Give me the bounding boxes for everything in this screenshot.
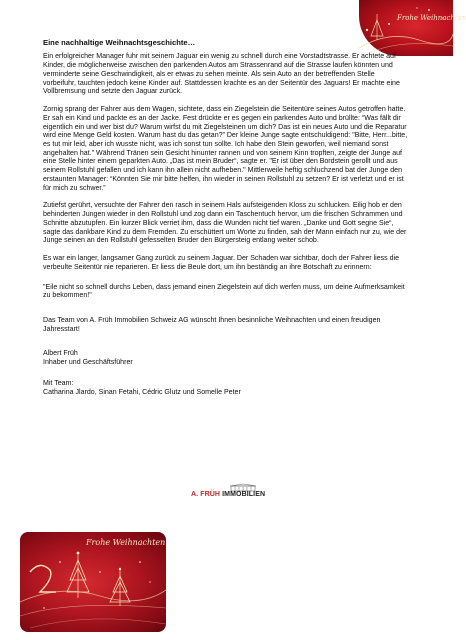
signature-role: Inhaber und Geschäftsführer [43,358,133,366]
company-logo [191,484,291,500]
signature-block [43,349,409,367]
letter-content [43,38,409,397]
building-logo-icon [229,484,257,491]
team-members: Catharina Jlardo, Sinan Fetahi, Cédric Glutz und Somelle Peter [43,388,241,396]
paragraph-3: Zutiefst gerührt, versuchte der Fahrer den rasch in seinem Hals aufsteigenden Kloss zu schlucken. Eilig hob er den behinderten Jungen wieder in den Rollstuhl und zog dann ein Taschentuch hervor, um die frischen Schrammen und Schnitte abzutupfen. Ein kurzer Blick verriet ihm, dass die Wunden nicht tief waren. „Danke und Gott segne Sie“, sagte das dankbare Kind zu dem Fremden. Zu erschüttert um Worte zu finden, sah der Mann einfach nur zu, wie der Junge seinen an den Rollstuhl gefesselten Bruder den Bürgersteig entlang weiter schob. [43,202,407,245]
signature-name: Albert Früh [43,349,78,357]
document-title: Eine nachhaltige Weihnachtsgeschichte… [43,38,196,47]
christmas-tree-icon [20,532,166,632]
logo-wordmark [191,491,265,498]
paragraph-2: Zornig sprang der Fahrer aus dem Wagen, sichtete, dass ein Ziegelstein die Seitentüre seines Autos getroffen hatte. Er sah ein Kind und packte es an der Jacke. Fest drückte er es gegen ein parkendes Auto und brüllte: “Was fällt dir eigentlich ein und wer bist du? Warum wirfst du mit Ziegelsteinen um dich? Das ist ein neues Auto und die Reparatur wird eine Menge Geld kosten. Warum hast du das getan?” Der kleine Junge sagte entschuldigend: "Bitte, Herr...bitte, es tut mir leid, aber ich wusste nicht, was ich sonst tun sollte. Ich habe den Stein geworfen, weil niemand sonst angehalten hat." Während Tränen sein Gesicht hinunter rannen und von seinem Kinn tropften, zeigte der Junge auf eine Stelle hinter einem geparkten Auto. „Das ist mein Bruder“, sagte er. "Er ist über den Bordstein gerollt und aus seinem Rollstuhl gefallen und ich kann ihn allein nicht aufheben." Mittlerweile heftig schluchzend bat der Junge den erstaunten Manager: “Könnten Sie mir bitte helfen, ihn wieder in seinen Rollstuhl zu setzen? Er ist verletzt und er ist für mich zu schwer.” [43,106,408,192]
logo-part-b: IMMOBILIEN [222,491,266,498]
team-label: Mit Team: [43,379,74,387]
quote-text: "Eile nicht so schnell durchs Leben, dass jemand einen Ziegelstein auf dich werfen muss, um deine Aufmerksamkeit zu bekommen!" [43,283,405,300]
paragraph-4: Es war ein langer, langsamer Gang zurück zu seinem Jaguar. Der Schaden war sichtbar, doch der Fahrer liess die verbeulte Seitentür nie reparieren. Er liess die Beule dort, um ihn beständig an ihre Botschaft zu erinnern: [43,255,400,271]
footer-greeting-text: Frohe Weihnachten [86,538,166,547]
paragraph-1: Ein erfolgreicher Manager fuhr mit seinem Jaguar ein wenig zu schnell durch eine Vorstadtstrasse. Er achtete auf Kinder, die möglicherweise zwischen den parkenden Autos am Strassenrand auf die Strasse laufen könnten und verminderte seine Geschwindigkeit, als er etwas zu sehen meinte. Als sein Auto an der betreffenden Stelle vorbeifuhr, tauchten jedoch keine Kinder auf. Stattdessen krachte es an der Seitentür des Jaguars! Er machte eine Vollbremsung und setzte den Jaguar zurück. [43,53,400,96]
header-greeting-text: Frohe Weihnachten [397,14,466,22]
team-block [43,379,409,397]
closing-greeting: Das Team von A. Früh Immobilien Schweiz AG wünscht Ihnen besinnliche Weihnachten und einen freudigen Jahresstart! [43,317,381,333]
footer-christmas-decoration [20,532,166,632]
logo-part-a: A. FRÜH [191,491,221,498]
